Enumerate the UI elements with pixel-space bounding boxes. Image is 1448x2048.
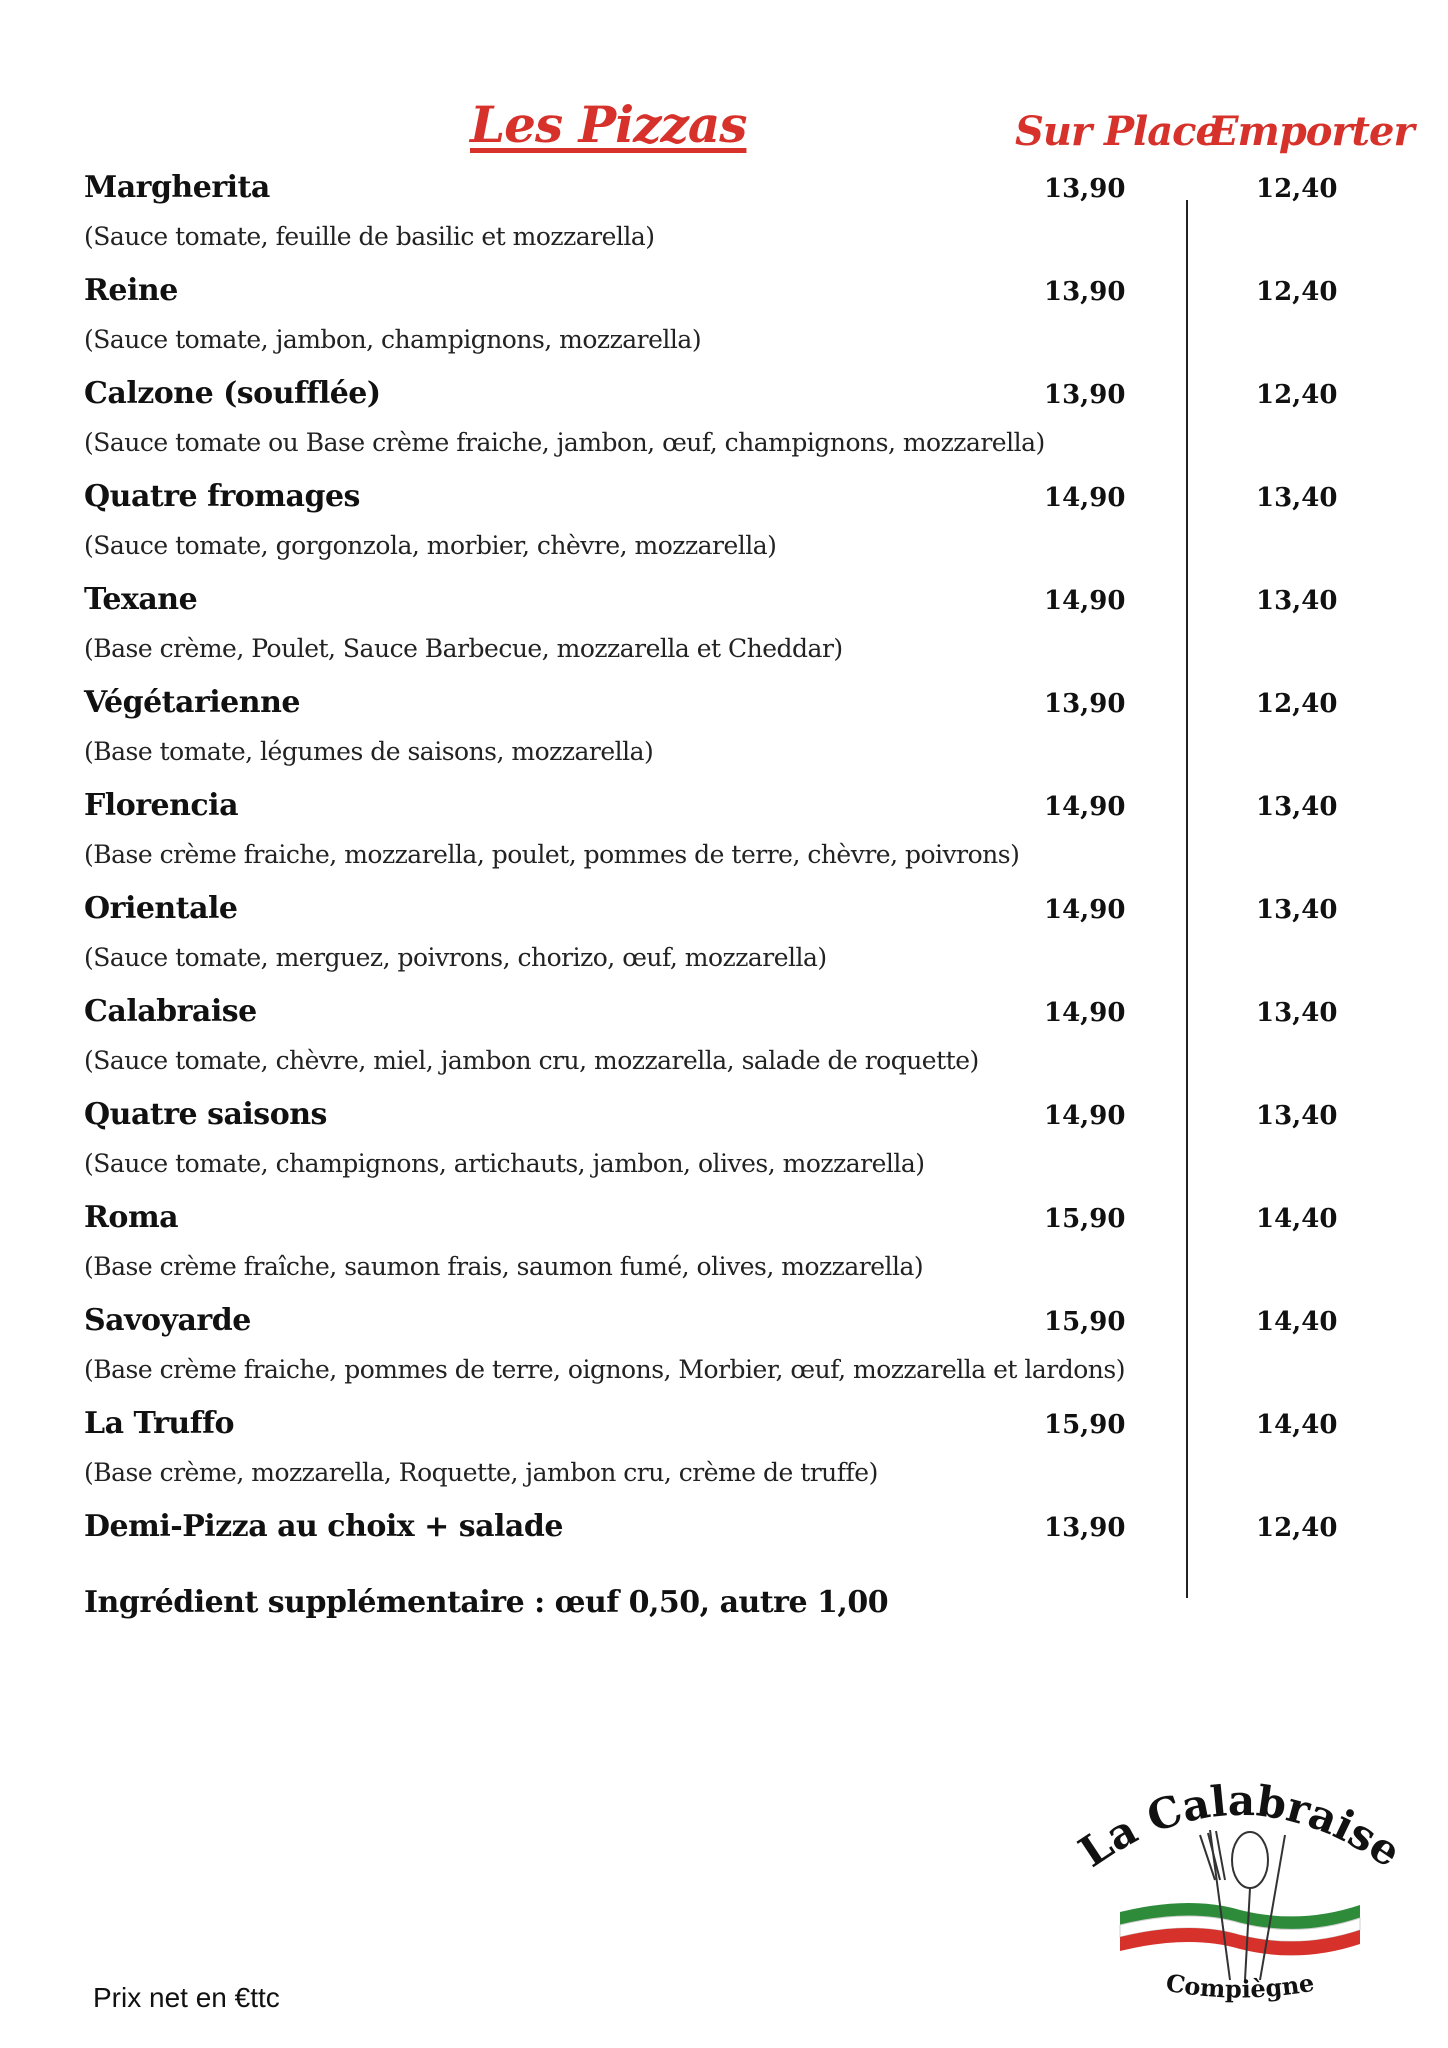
item-name: Calzone (soufflée) — [84, 376, 381, 411]
item-description: (Base crème, Poulet, Sauce Barbecue, mozzarella et Cheddar) — [84, 634, 843, 663]
menu-item — [84, 1303, 1384, 1406]
item-name: Margherita — [84, 170, 270, 205]
menu-item — [84, 376, 1384, 479]
price-emporter: 12,40 — [1256, 380, 1338, 410]
menu-item — [84, 1097, 1384, 1200]
price-emporter: 12,40 — [1256, 1513, 1338, 1543]
item-name: Quatre saisons — [84, 1097, 327, 1132]
price-emporter: 13,40 — [1256, 483, 1338, 513]
menu-item — [84, 1200, 1384, 1303]
price-emporter: 12,40 — [1256, 277, 1338, 307]
price-emporter: 14,40 — [1256, 1204, 1338, 1234]
supplement-note: Ingrédient supplémentaire : œuf 0,50, autre 1,00 — [84, 1585, 889, 1620]
flag-ribbon — [1120, 1903, 1360, 1955]
menu-item — [84, 273, 1384, 376]
price-sur-place: 13,90 — [1044, 689, 1126, 719]
price-sur-place: 14,90 — [1044, 483, 1126, 513]
price-sur-place: 13,90 — [1044, 1513, 1126, 1543]
price-note: Prix net en €ttc — [93, 1982, 280, 2013]
price-sur-place: 14,90 — [1044, 792, 1126, 822]
price-emporter: 12,40 — [1256, 689, 1338, 719]
price-sur-place: 15,90 — [1044, 1410, 1126, 1440]
item-name: La Truffo — [84, 1406, 235, 1441]
price-sur-place: 14,90 — [1044, 1101, 1126, 1131]
logo-name: La Calabraise — [1070, 1775, 1410, 1877]
item-description: (Sauce tomate, merguez, poivrons, chorizo, œuf, mozzarella) — [84, 943, 827, 972]
item-name: Savoyarde — [84, 1303, 251, 1338]
item-description: (Base crème fraîche, saumon frais, saumon fumé, olives, mozzarella) — [84, 1252, 924, 1281]
item-name: Florencia — [84, 788, 239, 823]
item-description: (Sauce tomate, chèvre, miel, jambon cru, mozzarella, salade de roquette) — [84, 1046, 979, 1075]
item-name: Roma — [84, 1200, 179, 1235]
price-emporter: 13,40 — [1256, 586, 1338, 616]
menu-item — [84, 685, 1384, 788]
price-sur-place: 13,90 — [1044, 380, 1126, 410]
item-name: Quatre fromages — [84, 479, 360, 514]
item-description: (Sauce tomate, jambon, champignons, mozzarella) — [84, 325, 702, 354]
item-name: Texane — [84, 582, 198, 617]
price-sur-place: 13,90 — [1044, 174, 1126, 204]
price-sur-place: 14,90 — [1044, 586, 1126, 616]
price-emporter: 13,40 — [1256, 895, 1338, 925]
item-description: (Base crème fraiche, pommes de terre, oignons, Morbier, œuf, mozzarella et lardons) — [84, 1355, 1125, 1384]
price-sur-place: 14,90 — [1044, 998, 1126, 1028]
menu-item — [84, 788, 1384, 891]
item-name: Orientale — [84, 891, 238, 926]
item-description: (Sauce tomate ou Base crème fraiche, jambon, œuf, champignons, mozzarella) — [84, 428, 1045, 457]
page-title: Les Pizzas — [470, 95, 747, 154]
pizza-list — [84, 170, 1384, 1612]
price-emporter: 14,40 — [1256, 1307, 1338, 1337]
item-description: (Base crème, mozzarella, Roquette, jambon cru, crème de truffe) — [84, 1458, 878, 1487]
menu-item — [84, 582, 1384, 685]
menu-item — [84, 479, 1384, 582]
menu-item — [84, 891, 1384, 994]
item-description: (Sauce tomate, champignons, artichauts, jambon, olives, mozzarella) — [84, 1149, 925, 1178]
price-emporter: 13,40 — [1256, 1101, 1338, 1131]
column-header-sur-place: Sur Place — [1015, 108, 1220, 155]
menu-item — [84, 994, 1384, 1097]
price-sur-place: 13,90 — [1044, 277, 1126, 307]
column-header-emporter: Emporter — [1208, 108, 1414, 155]
item-description: (Sauce tomate, feuille de basilic et mozzarella) — [84, 222, 655, 251]
menu-item — [84, 170, 1384, 273]
item-name: Végétarienne — [84, 685, 300, 720]
price-emporter: 14,40 — [1256, 1410, 1338, 1440]
item-name: Reine — [84, 273, 178, 308]
price-sur-place: 14,90 — [1044, 895, 1126, 925]
price-sur-place: 15,90 — [1044, 1204, 1126, 1234]
price-emporter: 13,40 — [1256, 792, 1338, 822]
item-name: Demi-Pizza au choix + salade — [84, 1509, 563, 1544]
price-emporter: 13,40 — [1256, 998, 1338, 1028]
logo-city: Compiègne — [1163, 1967, 1317, 2004]
price-emporter: 12,40 — [1256, 174, 1338, 204]
item-description: (Base crème fraiche, mozzarella, poulet, pommes de terre, chèvre, poivrons) — [84, 840, 1020, 869]
menu-item — [84, 1406, 1384, 1509]
price-sur-place: 15,90 — [1044, 1307, 1126, 1337]
item-name: Calabraise — [84, 994, 257, 1029]
item-description: (Sauce tomate, gorgonzola, morbier, chèvre, mozzarella) — [84, 531, 777, 560]
item-description: (Base tomate, légumes de saisons, mozzarella) — [84, 737, 654, 766]
restaurant-logo — [1070, 1740, 1410, 2020]
